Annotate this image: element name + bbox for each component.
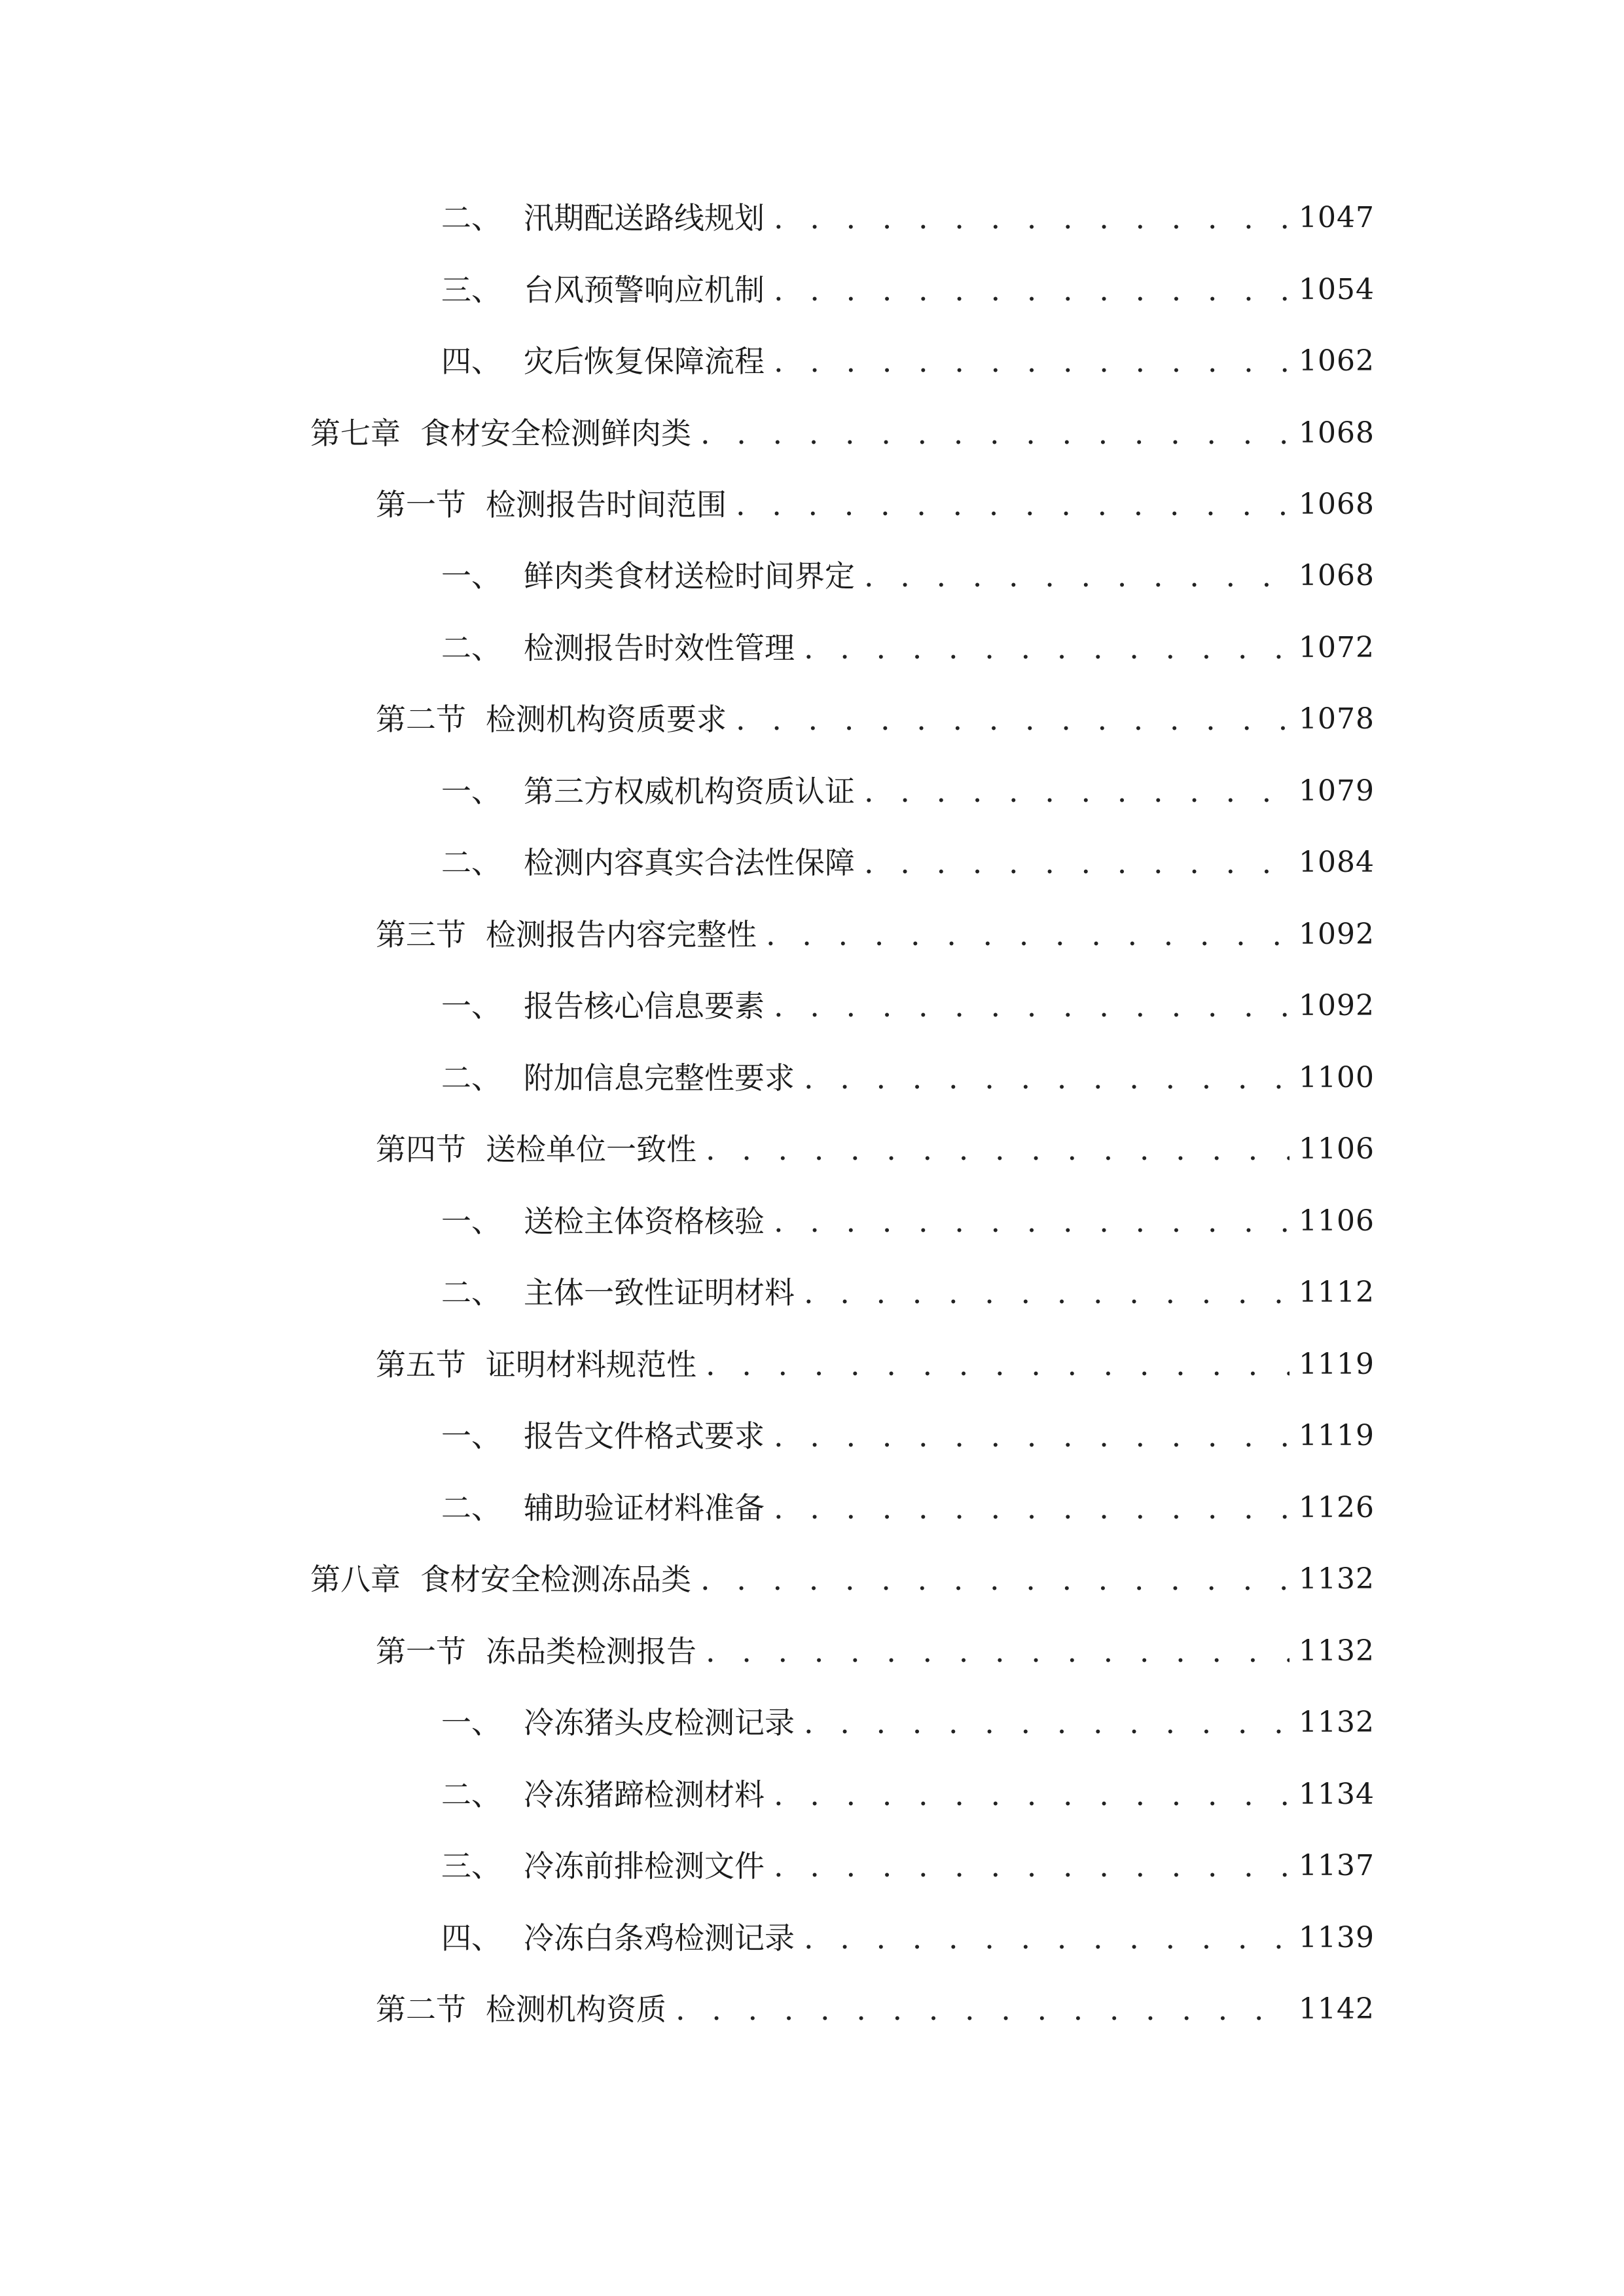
toc-entry-number: 第五节 bbox=[376, 1347, 466, 1382]
dot-leader bbox=[774, 1410, 1290, 1462]
toc-entry-title: 证明材料规范性 bbox=[486, 1347, 696, 1382]
toc-entry-page-number: 1132 bbox=[1299, 1634, 1375, 1668]
toc-entry[interactable] bbox=[441, 1768, 1375, 1821]
toc-entry-page-number: 1126 bbox=[1299, 1491, 1375, 1524]
dot-leader bbox=[774, 1195, 1290, 1247]
dot-leader bbox=[766, 908, 1290, 961]
toc-entry-page-number: 1068 bbox=[1299, 416, 1375, 450]
toc-entry-title: 报告文件格式要求 bbox=[524, 1418, 765, 1454]
toc-entry-number: 二、 bbox=[441, 1777, 501, 1812]
toc-entry[interactable] bbox=[441, 622, 1375, 674]
toc-entry-title: 冷冻猪蹄检测材料 bbox=[524, 1777, 765, 1812]
toc-entry-page-number: 1068 bbox=[1299, 559, 1375, 592]
toc-entry-title: 报告核心信息要素 bbox=[524, 988, 765, 1024]
toc-entry-page-number: 1068 bbox=[1299, 488, 1375, 521]
toc-entry-number: 第七章 bbox=[310, 416, 401, 451]
toc-entry-title: 送检主体资格核验 bbox=[524, 1204, 765, 1239]
toc-entry-page-number: 1078 bbox=[1299, 702, 1375, 736]
toc-entry-page-number: 1106 bbox=[1299, 1132, 1375, 1166]
toc-entry-page-number: 1137 bbox=[1299, 1849, 1375, 1882]
toc-entry[interactable] bbox=[441, 836, 1375, 889]
toc-entry-number: 二、 bbox=[441, 200, 501, 236]
toc-entry[interactable] bbox=[376, 1983, 1375, 2036]
toc-entry-page-number: 1100 bbox=[1299, 1061, 1375, 1094]
dot-leader bbox=[700, 1553, 1290, 1605]
dot-leader bbox=[804, 1696, 1290, 1749]
toc-entry-number: 二、 bbox=[441, 1060, 501, 1096]
dot-leader bbox=[774, 1768, 1290, 1821]
dot-leader bbox=[774, 1482, 1290, 1534]
toc-entry-title: 检测报告内容完整性 bbox=[486, 917, 757, 952]
dot-leader bbox=[804, 622, 1290, 674]
toc-entry-page-number: 1047 bbox=[1299, 201, 1375, 234]
toc-entry-page-number: 1084 bbox=[1299, 846, 1375, 879]
toc-entry[interactable] bbox=[376, 908, 1375, 961]
toc-entry-title: 灾后恢复保障流程 bbox=[524, 344, 765, 379]
toc-entry-number: 第四节 bbox=[376, 1132, 466, 1167]
dot-leader bbox=[700, 407, 1290, 459]
toc-entry[interactable] bbox=[441, 1482, 1375, 1534]
toc-entry[interactable] bbox=[441, 1840, 1375, 1892]
toc-entry-title: 汛期配送路线规划 bbox=[524, 200, 765, 236]
dot-leader bbox=[804, 1052, 1290, 1104]
toc-entry[interactable] bbox=[310, 407, 1375, 459]
dot-leader bbox=[774, 264, 1290, 316]
toc-entry-number: 二、 bbox=[441, 845, 501, 880]
toc-entry-number: 第一节 bbox=[376, 487, 466, 522]
dot-leader bbox=[864, 550, 1290, 602]
toc-entry-page-number: 1134 bbox=[1299, 1778, 1375, 1811]
dot-leader bbox=[774, 980, 1290, 1032]
toc-entry-page-number: 1132 bbox=[1299, 1706, 1375, 1739]
toc-entry[interactable] bbox=[441, 192, 1375, 244]
toc-entry-page-number: 1079 bbox=[1299, 774, 1375, 808]
toc-entry-number: 一、 bbox=[441, 1705, 501, 1740]
toc-entry-page-number: 1119 bbox=[1299, 1419, 1375, 1452]
toc-entry[interactable] bbox=[441, 1912, 1375, 1964]
toc-entry-page-number: 1092 bbox=[1299, 918, 1375, 951]
toc-entry-title: 附加信息完整性要求 bbox=[524, 1060, 795, 1096]
toc-entry-title: 检测报告时效性管理 bbox=[524, 630, 795, 666]
toc-entry-number: 第三节 bbox=[376, 917, 466, 952]
toc-entry-number: 第二节 bbox=[376, 1992, 466, 2027]
toc-entry-number: 一、 bbox=[441, 1418, 501, 1454]
dot-leader bbox=[774, 1840, 1290, 1892]
dot-leader bbox=[736, 478, 1290, 531]
toc-entry-number: 第二节 bbox=[376, 702, 466, 737]
toc-entry-page-number: 1062 bbox=[1299, 344, 1375, 378]
toc-entry-page-number: 1139 bbox=[1299, 1921, 1375, 1954]
toc-entry[interactable] bbox=[376, 1338, 1375, 1391]
toc-entry[interactable] bbox=[376, 1123, 1375, 1175]
toc-entry-page-number: 1119 bbox=[1299, 1348, 1375, 1381]
toc-entry-title: 送检单位一致性 bbox=[486, 1132, 696, 1167]
toc-entry-page-number: 1132 bbox=[1299, 1562, 1375, 1596]
toc-entry-title: 冷冻猪头皮检测记录 bbox=[524, 1705, 795, 1740]
toc-entry-title: 食材安全检测冻品类 bbox=[420, 1562, 691, 1597]
toc-entry-page-number: 1092 bbox=[1299, 989, 1375, 1022]
dot-leader bbox=[706, 1338, 1290, 1391]
toc-entry-page-number: 1072 bbox=[1299, 631, 1375, 664]
toc-entry-page-number: 1142 bbox=[1299, 1992, 1375, 2026]
toc-entry-page-number: 1112 bbox=[1299, 1276, 1375, 1309]
dot-leader bbox=[706, 1123, 1290, 1175]
toc-entry-number: 三、 bbox=[441, 1848, 501, 1884]
dot-leader bbox=[774, 335, 1290, 387]
toc-entry-number: 三、 bbox=[441, 272, 501, 308]
toc-entry[interactable] bbox=[441, 980, 1375, 1032]
dot-leader bbox=[804, 1266, 1290, 1319]
toc-entry-number: 一、 bbox=[441, 774, 501, 809]
toc-entry-title: 鲜肉类食材送检时间界定 bbox=[524, 558, 855, 594]
toc-entry-number: 二、 bbox=[441, 1490, 501, 1526]
dot-leader bbox=[804, 1912, 1290, 1964]
toc-entry-title: 主体一致性证明材料 bbox=[524, 1275, 795, 1310]
toc-entry-title: 检测报告时间范围 bbox=[486, 487, 727, 522]
toc-entry[interactable] bbox=[441, 335, 1375, 387]
toc-entry[interactable] bbox=[310, 1553, 1375, 1605]
toc-entry-title: 检测机构资质要求 bbox=[486, 702, 727, 737]
toc-entry-number: 一、 bbox=[441, 988, 501, 1024]
toc-entry-number: 四、 bbox=[441, 344, 501, 379]
toc-entry[interactable] bbox=[376, 478, 1375, 531]
dot-leader bbox=[676, 1983, 1290, 2036]
toc-entry[interactable] bbox=[441, 1195, 1375, 1247]
dot-leader bbox=[864, 765, 1290, 817]
toc-entry[interactable] bbox=[441, 1052, 1375, 1104]
toc-entry-number: 一、 bbox=[441, 558, 501, 594]
toc-entry-number: 二、 bbox=[441, 1275, 501, 1310]
dot-leader bbox=[774, 192, 1290, 244]
toc-entry-page-number: 1054 bbox=[1299, 273, 1375, 306]
toc-entry-number: 第八章 bbox=[310, 1562, 401, 1597]
toc-entry-number: 一、 bbox=[441, 1204, 501, 1239]
toc-entry[interactable] bbox=[441, 1696, 1375, 1749]
dot-leader bbox=[706, 1625, 1290, 1677]
toc-entry-title: 检测内容真实合法性保障 bbox=[524, 845, 855, 880]
toc-entry-number: 第一节 bbox=[376, 1634, 466, 1669]
toc-entry-title: 第三方权威机构资质认证 bbox=[524, 774, 855, 809]
toc-entry[interactable] bbox=[376, 693, 1375, 745]
toc-entry[interactable] bbox=[441, 550, 1375, 602]
toc-entry[interactable] bbox=[376, 1625, 1375, 1677]
toc-entry-number: 二、 bbox=[441, 630, 501, 666]
dot-leader bbox=[736, 693, 1290, 745]
dot-leader bbox=[864, 836, 1290, 889]
toc-entry[interactable] bbox=[441, 765, 1375, 817]
toc-entry[interactable] bbox=[441, 1410, 1375, 1462]
toc-entry-number: 四、 bbox=[441, 1920, 501, 1956]
toc-entry-title: 冷冻白条鸡检测记录 bbox=[524, 1920, 795, 1956]
toc-entry[interactable] bbox=[441, 1266, 1375, 1319]
toc-entry-title: 食材安全检测鲜肉类 bbox=[420, 416, 691, 451]
toc-entry-title: 辅助验证材料准备 bbox=[524, 1490, 765, 1526]
toc-entry-title: 冷冻前排检测文件 bbox=[524, 1848, 765, 1884]
toc-entry-page-number: 1106 bbox=[1299, 1204, 1375, 1238]
toc-entry[interactable] bbox=[441, 264, 1375, 316]
toc-entry-title: 台风预警响应机制 bbox=[524, 272, 765, 308]
toc-entry-title: 检测机构资质 bbox=[486, 1992, 666, 2027]
toc-entry-title: 冻品类检测报告 bbox=[486, 1634, 696, 1669]
